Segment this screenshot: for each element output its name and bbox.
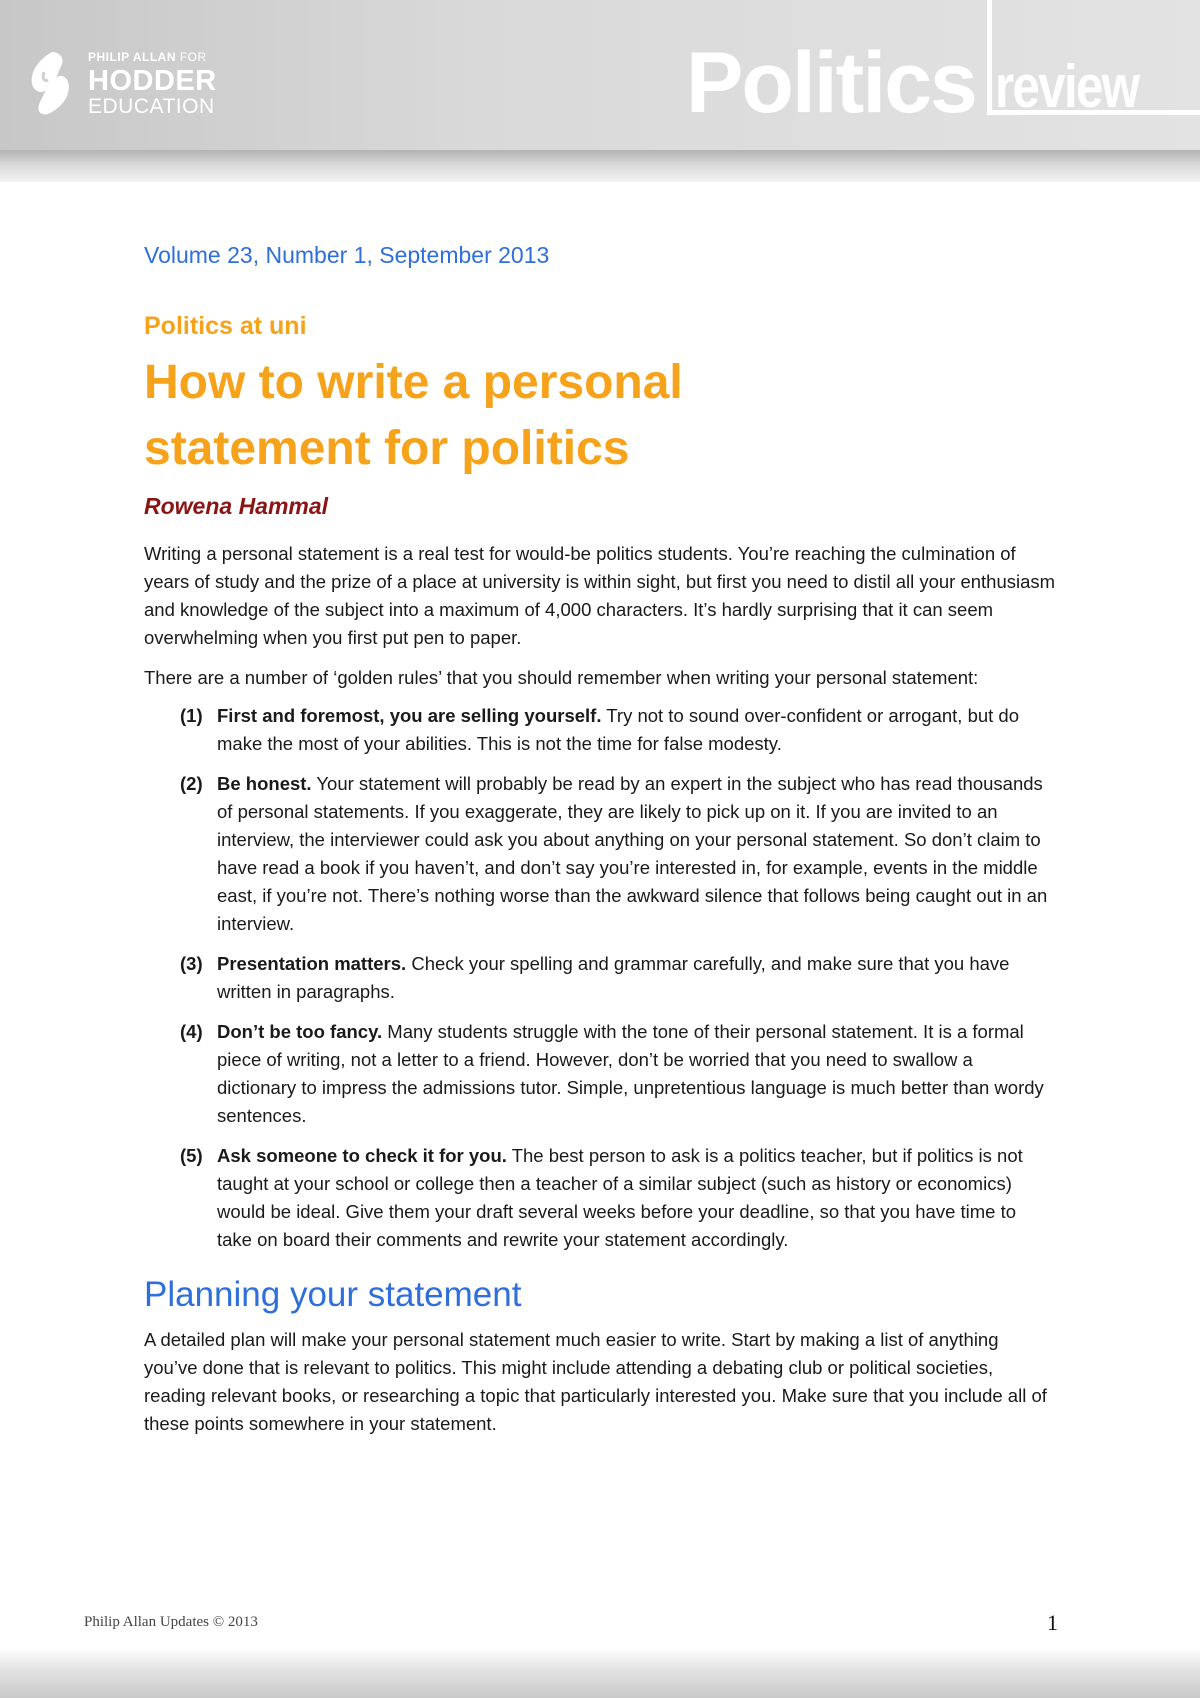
section-paragraph: A detailed plan will make your personal statement much easier to write. Start by making a list of anything you’ve done that is relevant to politics. This might include attending a debating club or political societies, reading relevant books, or researching a topic that particularly interested you. Make sure that you include all of these points somewhere in your statement. (144, 1329, 1047, 1434)
logo-line-1: PHILIP ALLAN FOR (88, 50, 207, 64)
golden-rules-list (144, 702, 1056, 1254)
list-item (144, 770, 1056, 938)
rule-text: Try not to sound over-confident or arrogant, but do make the most of your abilities. This is not the time for false modesty. (217, 705, 1020, 754)
list-item (144, 702, 1056, 758)
footer-band (0, 1648, 1200, 1698)
rule-number: (4) (180, 1021, 203, 1042)
hodder-logo-icon (22, 50, 80, 120)
article (144, 240, 1056, 1438)
rule-lead: Ask someone to check it for you. (217, 1145, 507, 1166)
masthead-subtitle: review (995, 53, 1139, 120)
masthead-banner (0, 0, 1200, 150)
article-author: Rowena Hammal (144, 493, 329, 519)
rule-number: (3) (180, 953, 203, 974)
section-heading: Planning your statement (144, 1275, 522, 1314)
issue-line: Volume 23, Number 1, September 2013 (144, 242, 550, 268)
rule-text: The best person to ask is a politics teacher, but if politics is not taught at your school or college then a teacher of a similar subject (such as history or economics) would be ideal. Give them your draft several weeks before your deadline, so that you have time to take on board their comments and rewrite your statement accordingly. (217, 1145, 1023, 1250)
rule-number: (2) (180, 773, 203, 794)
rules-intro: There are a number of ‘golden rules’ that you should remember when writing your personal statement: (144, 667, 979, 688)
copyright-notice: Philip Allan Updates © 2013 (84, 1614, 258, 1630)
rule-lead: Presentation matters. (217, 953, 407, 974)
rule-text: Check your spelling and grammar carefully, and make sure that you have written in paragraphs. (217, 953, 1010, 1002)
article-title: How to write a personal statement for politics (144, 356, 683, 475)
article-kicker: Politics at uni (144, 312, 307, 340)
page-number: 1 (1047, 1610, 1058, 1635)
list-item (144, 1018, 1056, 1130)
rule-number: (5) (180, 1145, 203, 1166)
page-footer (84, 1610, 1058, 1640)
list-item (144, 950, 1056, 1006)
rule-lead: Don’t be too fancy. (217, 1021, 383, 1042)
header-stripe (0, 150, 1200, 182)
rule-text: Many students struggle with the tone of their personal statement. It is a formal piece of writing, not a letter to a friend. However, don’t be worried that you need to swallow a dictionary to impress the admissions tutor. Simple, unpretentious language is much better than wordy sentences. (217, 1021, 1044, 1126)
rule-lead: Be honest. (217, 773, 312, 794)
rule-lead: First and foremost, you are selling yourself. (217, 705, 602, 726)
logo-line-3: EDUCATION (88, 95, 215, 118)
masthead-divider (987, 0, 992, 115)
rule-text: Your statement will probably be read by an expert in the subject who has read thousands of personal statements. If you exaggerate, they are likely to pick up on it. If you are invited to an interview, the interviewer could ask you about anything on your personal statement. So don’t claim to have read a book if you haven’t, and don’t say you’re interested in, for example, events in the middle east, if you’re not. There’s nothing worse than the awkward silence that follows being caught out in an interview. (217, 773, 1048, 934)
list-item (144, 1142, 1056, 1254)
intro-paragraph: Writing a personal statement is a real test for would-be politics students. You’re reaching the culmination of years of study and the prize of a place at university is within sight, but first you need to distil all your enthusiasm and knowledge of the subject into a maximum of 4,000 characters. It’s hardly surprising that it can seem overwhelming when you first put pen to paper. (144, 543, 1056, 648)
publisher-logo (22, 46, 252, 126)
rule-number: (1) (180, 705, 203, 726)
masthead-title: Politics (686, 35, 976, 131)
logo-line-2: HODDER (88, 65, 217, 97)
